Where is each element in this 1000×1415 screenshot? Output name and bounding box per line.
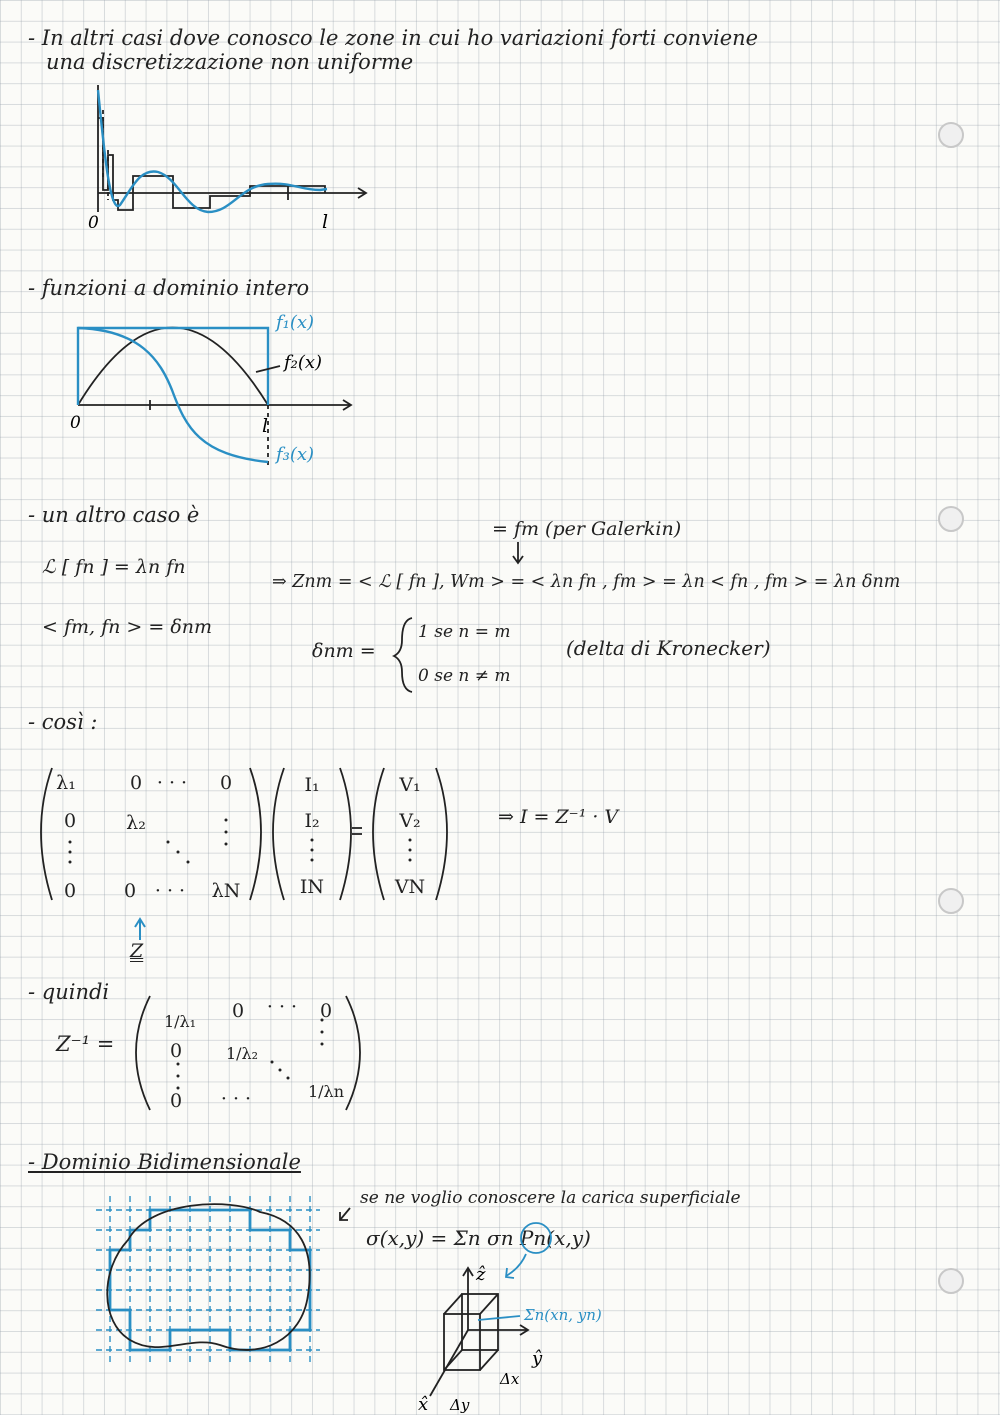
inverse-lambda-n: 1/λn [307,1082,344,1101]
operator-equation: ℒ [ fn ] = λn fn [42,556,186,578]
impedance-equation: ⇒ Znm = < ℒ [ fn ], Wm > = < λn fn , fm > = λn < fn , fm > = λn δnm [272,572,901,592]
matrix-lambda-n: λN [211,880,241,902]
vector-V1: V₁ [399,774,421,796]
vector-I1: I₁ [304,774,320,796]
matrix-zero: 0 [123,880,137,902]
inverse-lambda-2: 1/λ₂ [225,1044,259,1063]
delta-case-1: 1 se n = m [418,622,511,642]
vector-I2: I₂ [304,810,320,832]
vector-VN: VN [394,876,426,898]
delta-lhs: δnm = [312,640,376,662]
axis-y-label: ŷ [532,1348,543,1369]
z-matrix-label: Z [130,940,144,962]
note-line-1: - In altri casi dove conosco le zone in cui ho variazioni forti conviene [28,26,759,50]
vector-IN: IN [299,876,325,898]
axis-z-label: ẑ [476,1264,486,1285]
delta-case-2: 0 se n ≠ m [418,666,511,686]
matrix-zero: 0 [219,772,233,794]
solution-equation: ⇒ I = Z⁻¹ · V [498,806,619,828]
heading-therefore: - quindi [28,980,110,1004]
delta-x-label: Δx [500,1370,520,1388]
heading-so: - così : [28,710,98,734]
matrix-lambda-2: λ₂ [126,812,146,834]
galerkin-note: = fm (per Galerkin) [492,518,682,540]
note-line-2: una discretizzazione non uniforme [46,50,414,74]
delta-y-label: Δy [450,1396,470,1414]
inverse-zero: 0 [169,1090,183,1112]
fig1-origin: 0 [88,213,99,233]
inner-product-equation: < fm, fn > = δnm [42,616,213,638]
matrix-zero: 0 [129,772,143,794]
inverse-dots: · · · [266,996,298,1018]
z-inverse-lhs: Z⁻¹ = [56,1032,115,1056]
matrix-zero: 0 [63,810,77,832]
surface-charge-note: se ne voglio conoscere la carica superficiale [360,1188,741,1208]
pulse-center-label: Σn(xn, yn) [524,1306,602,1324]
inverse-dots: · · · [220,1088,252,1110]
axis-x-label: x̂ [418,1394,429,1415]
heading-another-case: - un altro caso è [28,503,200,527]
matrix-dots: · · · [156,772,188,794]
kronecker-delta-label: (delta di Kronecker) [566,636,771,660]
fig1-end: l [322,211,329,233]
inverse-zero: 0 [231,1000,245,1022]
heading-full-domain: - funzioni a dominio intero [28,276,310,300]
inverse-lambda-1: 1/λ₁ [163,1012,197,1031]
matrix-lambda-1: λ₁ [56,772,76,794]
inverse-zero: 0 [319,1000,333,1022]
fig2-end: l [262,415,269,437]
f1-label: f₁(x) [276,312,315,333]
heading-2d-domain: - Dominio Bidimensionale [28,1150,301,1174]
fig2-origin: 0 [70,413,81,433]
f2-label: f₂(x) [284,352,323,373]
inverse-zero: 0 [169,1040,183,1062]
vector-V2: V₂ [399,810,421,832]
matrix-dots: · · · [154,880,186,902]
f3-label: f₃(x) [276,444,315,465]
matrix-zero: 0 [63,880,77,902]
sigma-expansion: σ(x,y) = Σn σn Pn(x,y) [366,1226,591,1250]
